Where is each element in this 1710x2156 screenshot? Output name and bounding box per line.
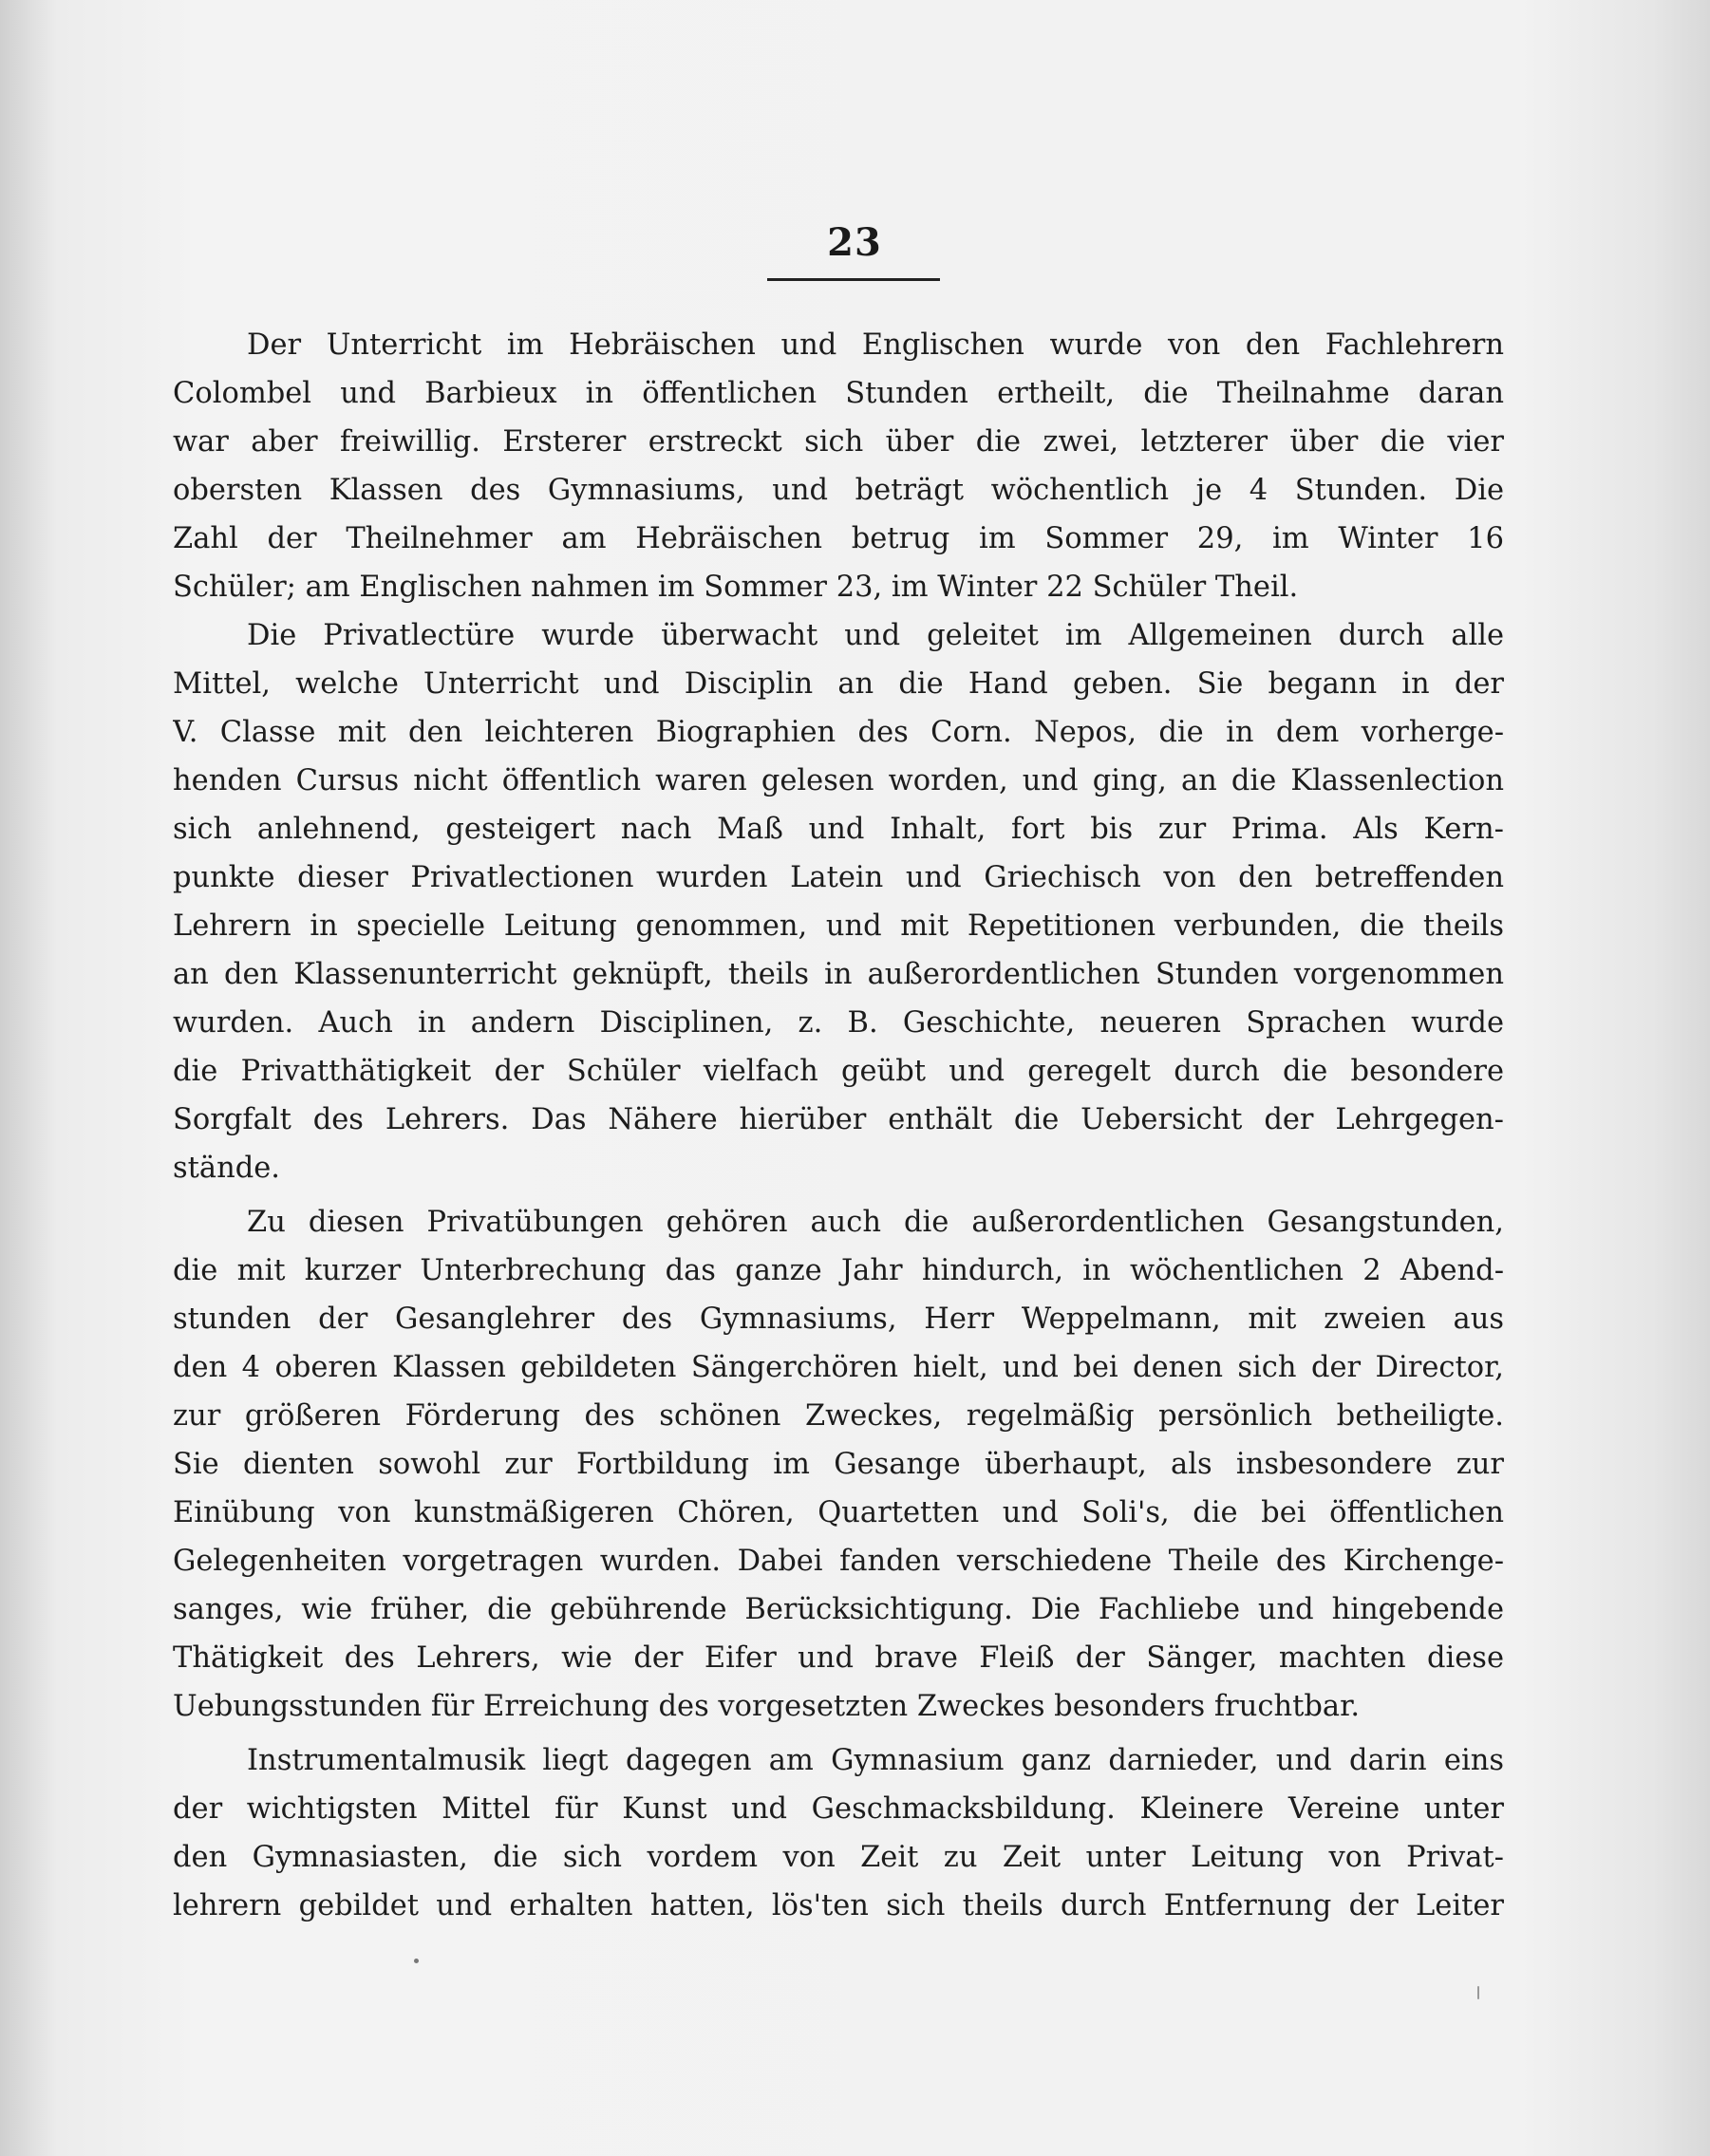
text-line: henden Cursus nicht öffentlich waren gelesen worden, und ging, an die Klassenlection	[173, 764, 1504, 797]
text-line: Zahl der Theilnehmer am Hebräischen betrug im Sommer 29, im Winter 16	[173, 522, 1504, 555]
text-line: Uebungsstunden für Erreichung des vorgesetzten Zweckes besonders fruchtbar.	[173, 1690, 1361, 1723]
text-line: Zu diesen Privatübungen gehören auch die außerordentlichen Gesangstunden,	[247, 1206, 1504, 1239]
text-line: Mittel, welche Unterricht und Disciplin an die Hand geben. Sie begann in der	[173, 667, 1504, 701]
text-line: sich anlehnend, gesteigert nach Maß und Inhalt, fort bis zur Prima. Als Kern-	[173, 813, 1504, 846]
page-number: 23	[827, 220, 882, 265]
text-line: Lehrern in specielle Leitung genommen, und mit Repetitionen verbunden, die theils	[173, 909, 1504, 943]
text-line: Instrumentalmusik liegt dagegen am Gymnasium ganz darnieder, und darin eins	[247, 1744, 1504, 1777]
text-line: an den Klassenunterricht geknüpft, theils in außerordentlichen Stunden vorgenommen	[173, 958, 1504, 991]
scan-speck	[414, 1959, 419, 1963]
text-line: Thätigkeit des Lehrers, wie der Eifer und brave Fleiß der Sänger, machten diese	[173, 1641, 1504, 1675]
text-line: die mit kurzer Unterbrechung das ganze Jahr hindurch, in wöchentlichen 2 Abend-	[173, 1254, 1504, 1287]
paragraph-1	[173, 321, 1504, 611]
text-line: der wichtigsten Mittel für Kunst und Geschmacksbildung. Kleinere Vereine unter	[173, 1792, 1504, 1826]
text-line: Der Unterricht im Hebräischen und Englischen wurde von den Fachlehrern	[247, 328, 1504, 362]
text-line: V. Classe mit den leichteren Biographien des Corn. Nepos, die in dem vorherge-	[173, 716, 1504, 749]
text-line: Sie dienten sowohl zur Fortbildung im Gesange überhaupt, als insbesondere zur	[173, 1448, 1504, 1481]
text-line: Die Privatlectüre wurde überwacht und geleitet im Allgemeinen durch alle	[247, 619, 1504, 652]
text-line: den Gymnasiasten, die sich vordem von Zeit zu Zeit unter Leitung von Privat-	[173, 1841, 1504, 1874]
text-line: Schüler; am Englischen nahmen im Sommer 23, im Winter 22 Schüler Theil.	[173, 571, 1299, 604]
text-line: stunden der Gesanglehrer des Gymnasiums, Herr Weppelmann, mit zweien aus	[173, 1303, 1504, 1336]
header-rule	[767, 278, 940, 281]
text-line: Gelegenheiten vorgetragen wurden. Dabei fanden verschiedene Theile des Kirchenge-	[173, 1545, 1504, 1578]
text-line: war aber freiwillig. Ersterer erstreckt sich über die zwei, letzterer über die vier	[173, 425, 1504, 459]
text-line: den 4 oberen Klassen gebildeten Sängerchören hielt, und bei denen sich der Director,	[173, 1351, 1504, 1384]
text-line: obersten Klassen des Gymnasiums, und beträgt wöchentlich je 4 Stunden. Die	[173, 474, 1504, 507]
text-line: sanges, wie früher, die gebührende Berücksichtigung. Die Fachliebe und hingebende	[173, 1593, 1504, 1626]
paragraph-3	[173, 1198, 1504, 1731]
text-line: stände.	[173, 1152, 281, 1185]
text-line: Sorgfalt des Lehrers. Das Nähere hierüber enthält die Uebersicht der Lehrgegen-	[173, 1103, 1504, 1136]
text-line: Colombel und Barbieux in öffentlichen Stunden ertheilt, die Theilnahme daran	[173, 377, 1504, 410]
scan-speck	[1477, 1986, 1479, 1999]
text-line: wurden. Auch in andern Disciplinen, z. B. Geschichte, neueren Sprachen wurde	[173, 1006, 1504, 1040]
text-line: die Privatthätigkeit der Schüler vielfach geübt und geregelt durch die besondere	[173, 1055, 1504, 1088]
body-text	[173, 321, 1504, 1930]
paragraph-4	[173, 1736, 1504, 1930]
paragraph-2	[173, 611, 1504, 1192]
text-line: lehrern gebildet und erhalten hatten, lös'ten sich theils durch Entfernung der Leiter	[173, 1889, 1504, 1922]
text-line: zur größeren Förderung des schönen Zweckes, regelmäßig persönlich betheiligte.	[173, 1399, 1504, 1433]
text-line: punkte dieser Privatlectionen wurden Latein und Griechisch von den betreffenden	[173, 861, 1504, 894]
text-line: Einübung von kunstmäßigeren Chören, Quartetten und Soli's, die bei öffentlichen	[173, 1496, 1504, 1529]
